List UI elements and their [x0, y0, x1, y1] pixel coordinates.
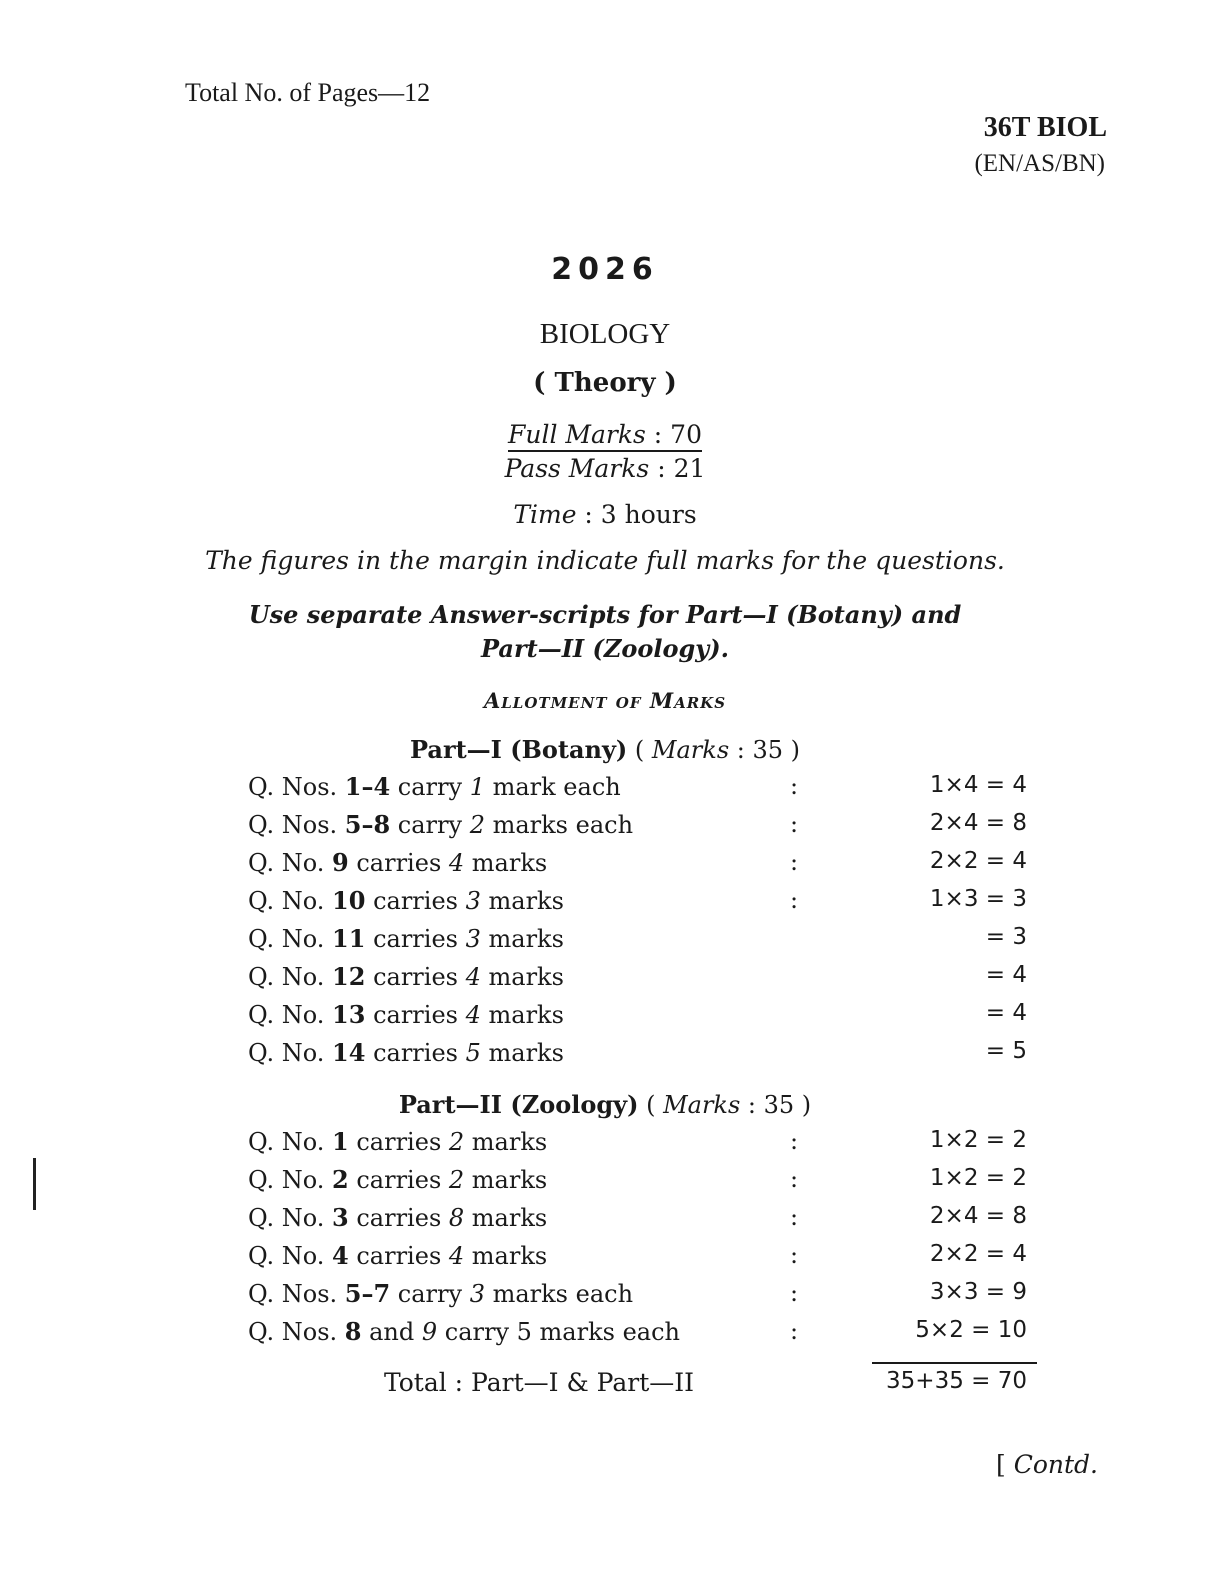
allotment-row — [0, 1203, 1210, 1241]
question-text: Q. Nos. 5–8 carry 2 marks each — [248, 810, 634, 839]
question-text: Q. No. 10 carries 3 marks — [248, 886, 564, 915]
question-text: Q. No. 2 carries 2 marks — [248, 1165, 548, 1194]
row-calc: 1×3 = 3 — [929, 886, 1027, 912]
full-marks-value: : 70 — [645, 420, 702, 449]
row-colon: : — [790, 886, 799, 914]
row-calc: 2×4 = 8 — [929, 1203, 1027, 1229]
pass-marks — [0, 454, 1210, 483]
row-colon: : — [790, 1241, 799, 1269]
row-colon: : — [790, 1317, 799, 1345]
row-calc: = 4 — [985, 962, 1027, 988]
paper-code: 36T BIOL — [983, 112, 1107, 143]
allotment-row — [0, 1165, 1210, 1203]
question-text: Q. Nos. 8 and 9 carry 5 marks each — [248, 1317, 680, 1346]
margin-mark — [33, 1158, 36, 1210]
allotment-row — [0, 810, 1210, 848]
allotment-row — [0, 1241, 1210, 1279]
margin-note: The figures in the margin indicate full marks for the questions. — [205, 546, 1005, 575]
full-marks-label: Full Marks — [508, 420, 646, 449]
total-calc: 35+35 = 70 — [886, 1368, 1027, 1394]
total-pages: Total No. of Pages—12 — [185, 78, 431, 107]
continued-note — [996, 1450, 1098, 1479]
part2-marks-value: : 35 ) — [740, 1091, 812, 1119]
allotment-title: Allotment of Marks — [483, 688, 727, 713]
full-marks — [0, 420, 1210, 449]
time-label: Time — [513, 500, 577, 529]
row-calc: = 4 — [985, 1000, 1027, 1026]
question-text: Q. No. 1 carries 2 marks — [248, 1127, 548, 1156]
row-calc: 1×4 = 4 — [929, 772, 1027, 798]
part2-marks-label: Marks — [663, 1091, 741, 1119]
row-colon: : — [790, 1165, 799, 1193]
answer-script-note-line-2: Part—II (Zoology). — [481, 634, 729, 663]
paper-languages: (EN/AS/BN) — [974, 150, 1105, 177]
question-text: Q. Nos. 1–4 carry 1 mark each — [248, 772, 621, 801]
part1-marks-open: ( — [627, 736, 652, 764]
contd-bracket: [ — [996, 1450, 1014, 1479]
question-text: Q. Nos. 5–7 carry 3 marks each — [248, 1279, 634, 1308]
exam-time — [0, 500, 1210, 529]
pass-marks-value: : 21 — [649, 454, 706, 483]
question-text: Q. No. 3 carries 8 marks — [248, 1203, 548, 1232]
row-calc: 2×2 = 4 — [929, 848, 1027, 874]
contd-text: Contd. — [1013, 1450, 1098, 1479]
allotment-row — [0, 1279, 1210, 1317]
row-calc: 3×3 = 9 — [929, 1279, 1027, 1305]
allotment-row — [0, 1038, 1210, 1076]
paper-type: ( Theory ) — [533, 368, 677, 398]
part1-marks-value: : 35 ) — [729, 736, 801, 764]
question-text: Q. No. 11 carries 3 marks — [248, 924, 564, 953]
allotment-row — [0, 886, 1210, 924]
allotment-row — [0, 1127, 1210, 1165]
part2-heading — [0, 1090, 1210, 1119]
row-colon: : — [790, 1127, 799, 1155]
part1-marks-label: Marks — [651, 736, 730, 764]
row-calc: 1×2 = 2 — [929, 1127, 1027, 1153]
part1-heading — [0, 735, 1210, 764]
row-calc: 1×2 = 2 — [929, 1165, 1027, 1191]
row-calc: 2×4 = 8 — [929, 810, 1027, 836]
row-calc: 2×2 = 4 — [929, 1241, 1027, 1267]
allotment-row — [0, 924, 1210, 962]
row-calc: = 5 — [985, 1038, 1027, 1064]
allotment-row — [0, 1000, 1210, 1038]
allotment-row — [0, 772, 1210, 810]
row-colon: : — [790, 848, 799, 876]
question-text: Q. No. 13 carries 4 marks — [248, 1000, 564, 1029]
exam-subject: BIOLOGY — [539, 318, 671, 350]
part1-title: Part—I (Botany) — [409, 735, 628, 764]
row-colon: : — [790, 772, 799, 800]
row-calc: = 3 — [985, 924, 1027, 950]
answer-script-note-line-1: Use separate Answer-scripts for Part—I (Botany) and — [248, 600, 962, 629]
question-text: Q. No. 12 carries 4 marks — [248, 962, 564, 991]
pass-marks-label: Pass Marks — [504, 454, 650, 483]
time-value: : 3 hours — [576, 500, 697, 529]
total-row — [0, 1368, 1210, 1406]
row-calc: 5×2 = 10 — [915, 1317, 1027, 1343]
exam-year: 2026 — [551, 252, 659, 287]
allotment-row — [0, 1317, 1210, 1355]
total-label: Total : Part—I & Part—II — [384, 1368, 695, 1397]
part2-title: Part—II (Zoology) — [398, 1090, 639, 1119]
question-text: Q. No. 4 carries 4 marks — [248, 1241, 548, 1270]
question-text: Q. No. 9 carries 4 marks — [248, 848, 548, 877]
row-colon: : — [790, 1203, 799, 1231]
total-rule — [872, 1362, 1037, 1364]
part2-marks-open: ( — [638, 1091, 664, 1119]
row-colon: : — [790, 1279, 799, 1307]
question-text: Q. No. 14 carries 5 marks — [248, 1038, 564, 1067]
allotment-row — [0, 848, 1210, 886]
row-colon: : — [790, 810, 799, 838]
allotment-row — [0, 962, 1210, 1000]
